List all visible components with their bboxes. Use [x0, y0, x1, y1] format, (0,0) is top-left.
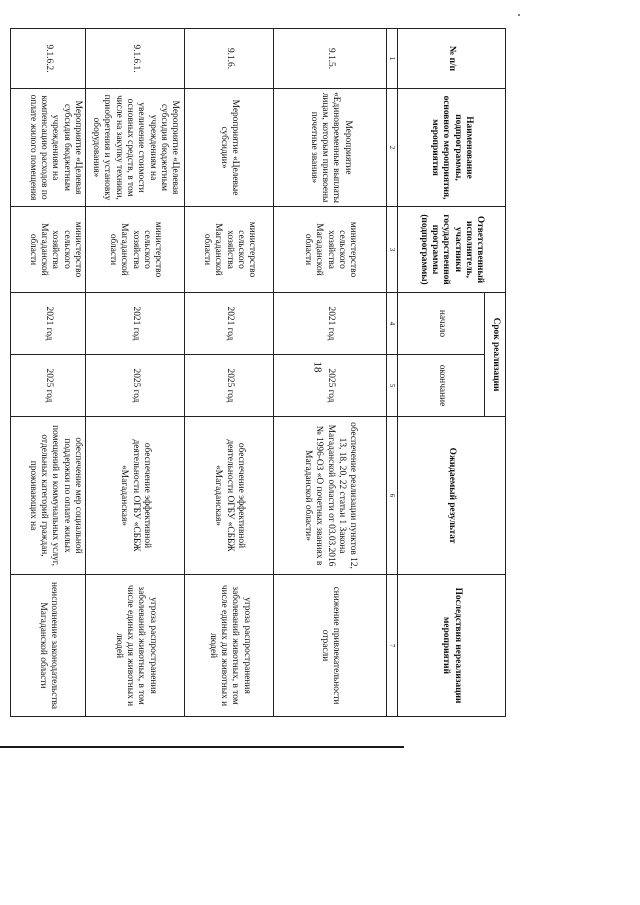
activity-result: обеспечение мер социальной поддержки по оплате жилых помещений и коммунальных услуг, отдельных категорий граждан, проживающих на: [11, 417, 86, 575]
rotated-table-wrapper: [27, 28, 506, 716]
activity-name: Мероприятие «Целевые субсидии»: [185, 89, 274, 207]
row-number: 9.1.5.: [274, 29, 387, 89]
activity-end: 2025 год: [86, 355, 185, 417]
activity-start: 2021 год: [274, 293, 387, 355]
activity-start: 2021 год: [86, 293, 185, 355]
activity-consequences: неисполнение законодательства Магаданской области: [11, 575, 86, 717]
activity-name: Мероприятие «Целевая субсидия бюджетным учреждениям на компенсацию расходов по оплате жилого помещения: [11, 89, 86, 207]
row-number: 9.1.6.2.: [11, 29, 86, 89]
header-result: Ожидаемый результат: [398, 417, 506, 575]
row-number: 9.1.6.1.: [86, 29, 185, 89]
header-no: № п/п: [398, 29, 506, 89]
header-end: окончание: [398, 355, 485, 417]
activity-end: 2025 год: [11, 355, 86, 417]
table-row: [185, 29, 274, 717]
activity-executor: министерство сельского хозяйства Магаданской области: [86, 207, 185, 293]
column-number: 2: [387, 89, 398, 207]
column-number: 7: [387, 575, 398, 717]
activity-result: обеспечение эффективной деятельности ОГБУ «СББЖ «Магаданская»: [86, 417, 185, 575]
activity-consequences: угроза распространения заболеваний животных, в том числе единых для животных и людей: [185, 575, 274, 717]
program-activities-table: [10, 28, 506, 717]
header-executor: Ответственный исполнитель, участники государственной программы (подпрограммы): [398, 207, 506, 293]
header-start: начало: [398, 293, 485, 355]
activity-end: 2025 год: [274, 355, 387, 417]
scan-edge-line: [0, 746, 404, 748]
column-number: 5: [387, 355, 398, 417]
header-name: Наименование подпрограммы, основного мероприятия, мероприятия: [398, 89, 506, 207]
activity-executor: министерство сельского хозяйства Магаданской области: [274, 207, 387, 293]
activity-name: Мероприятие «Целевая субсидия бюджетным учреждениям на увеличение стоимости основных средств, в том числе на закупку техники, приобретения и установку оборудования»: [86, 89, 185, 207]
activity-result: обеспечение реализации пунктов 12, 13, 18, 20, 22 статьи 1 Закона Магаданской области от 03.03.2016 № 1996-ОЗ «О почетных званиях в Магаданской области»: [274, 417, 387, 575]
column-number: 3: [387, 207, 398, 293]
column-number: 4: [387, 293, 398, 355]
activity-executor: министерство сельского хозяйства Магаданской области: [185, 207, 274, 293]
activity-start: 2021 год: [11, 293, 86, 355]
column-number: 1: [387, 29, 398, 89]
activity-consequences: угроза распространения заболеваний животных, в том числе единых для животных и людей: [86, 575, 185, 717]
table-row: [11, 29, 86, 717]
column-number: 6: [387, 417, 398, 575]
row-number: 9.1.6.: [185, 29, 274, 89]
activity-name: Мероприятие «Единовременные выплаты лицам, которым присвоены почетные звания»: [274, 89, 387, 207]
activity-end: 2025 год: [185, 355, 274, 417]
activity-executor: министерство сельского хозяйства Магаданской области: [11, 207, 86, 293]
page-number: 18: [311, 361, 324, 373]
column-number-row: [387, 29, 398, 717]
header-consequences: Последствия нереализации мероприятий: [398, 575, 506, 717]
table-row: [86, 29, 185, 717]
scan-speck: [518, 14, 520, 16]
activity-start: 2021 год: [185, 293, 274, 355]
table-row: [274, 29, 387, 717]
activity-result: обеспечение эффективной деятельности ОГБУ «СББЖ «Магаданская»: [185, 417, 274, 575]
header-period: Срок реализации: [485, 293, 506, 417]
activity-consequences: снижение привлекательности отрасли: [274, 575, 387, 717]
